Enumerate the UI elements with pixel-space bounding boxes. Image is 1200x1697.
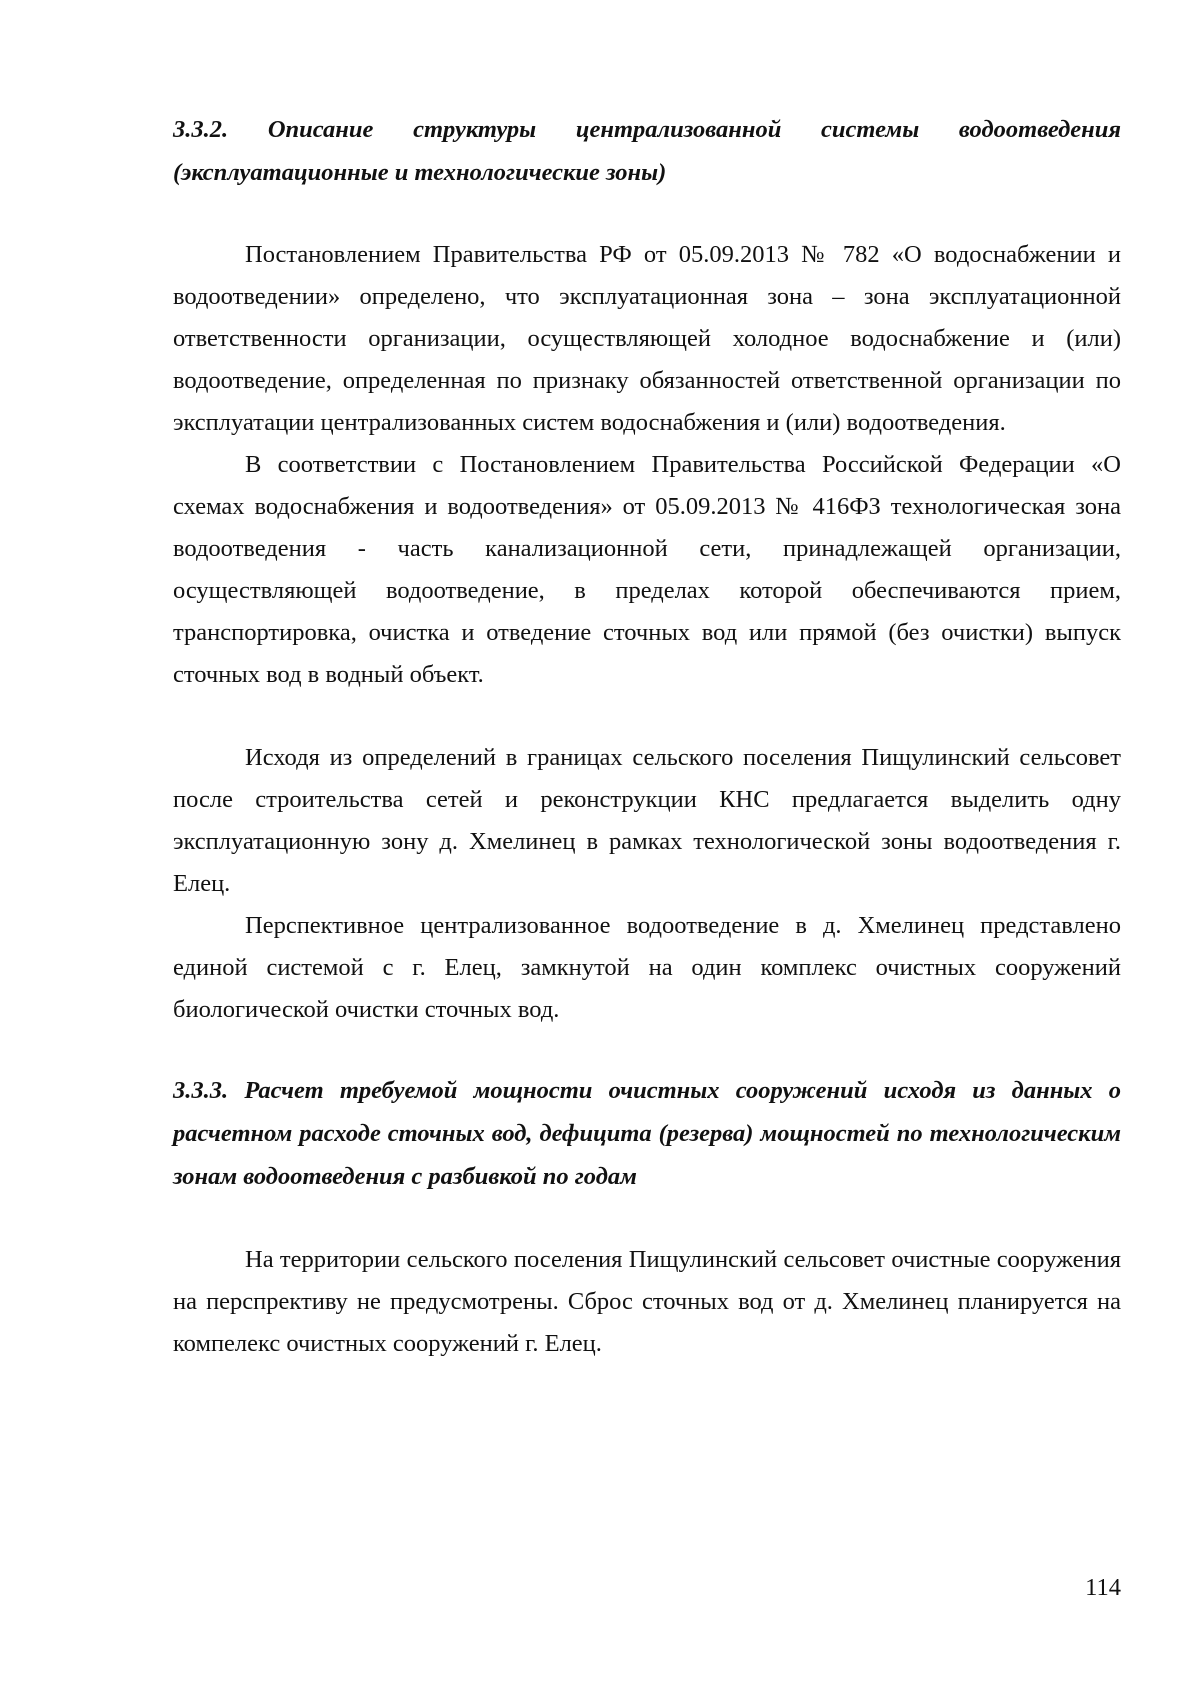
section-heading-3-3-3: 3.3.3. Расчет требуемой мощности очистных сооружений исходя из данных о расчетном расходе сточных вод, дефицита (резерва) мощностей по технологическим зонам водоотведения с разбивкой по годам: [173, 1077, 1121, 1190]
paragraph: Постановлением Правительства РФ от 05.09.2013 № 782 «О водоснабжении и водоотведении» определено, что эксплуатационная зона – зона эксплуатационной ответственности организации, осуществляющей холодное водоснабжение и (или) водоотведение, определенная по признаку обязанностей ответственной организации по эксплуатации централизованных систем водоснабжения и (или) водоотведения.: [173, 241, 1121, 436]
section-body-3-3-2-b: [173, 737, 1121, 1031]
paragraph: Исходя из определений в границах сельского поселения Пищулинский сельсовет после строительства сетей и реконструкции КНС предлагается выделить одну эксплуатационную зону д. Хмелинец в рамках технологической зоны водоотведения г. Елец.: [173, 744, 1121, 897]
paragraph: Перспективное централизованное водоотведение в д. Хмелинец представлено единой системой с г. Елец, замкнутой на один комплекс очистных сооружений биологической очистки сточных вод.: [173, 912, 1121, 1023]
paragraph: В соответствии с Постановлением Правительства Российской Федерации «О схемах водоснабжения и водоотведения» от 05.09.2013 № 416ФЗ технологическая зона водоотведения - часть канализационной сети, принадлежащей организации, осуществляющей водоотведение, в пределах которой обеспечиваются прием, транспортировка, очистка и отведение сточных вод или прямой (без очистки) выпуск сточных вод в водный объект.: [173, 451, 1121, 688]
paragraph: На территории сельского поселения Пищулинский сельсовет очистные сооружения на перспрективу не предусмотрены. Сброс сточных вод от д. Хмелинец планируется на компелекс очистных сооружений г. Елец.: [173, 1246, 1121, 1357]
section-heading-3-3-2: 3.3.2. Описание структуры централизованной системы водоотведения (эксплуатационные и технологические зоны): [173, 116, 1121, 186]
section-body-3-3-2-a: [173, 234, 1121, 696]
page-number: 114: [1085, 1574, 1121, 1601]
section-body-3-3-3: [173, 1239, 1121, 1365]
